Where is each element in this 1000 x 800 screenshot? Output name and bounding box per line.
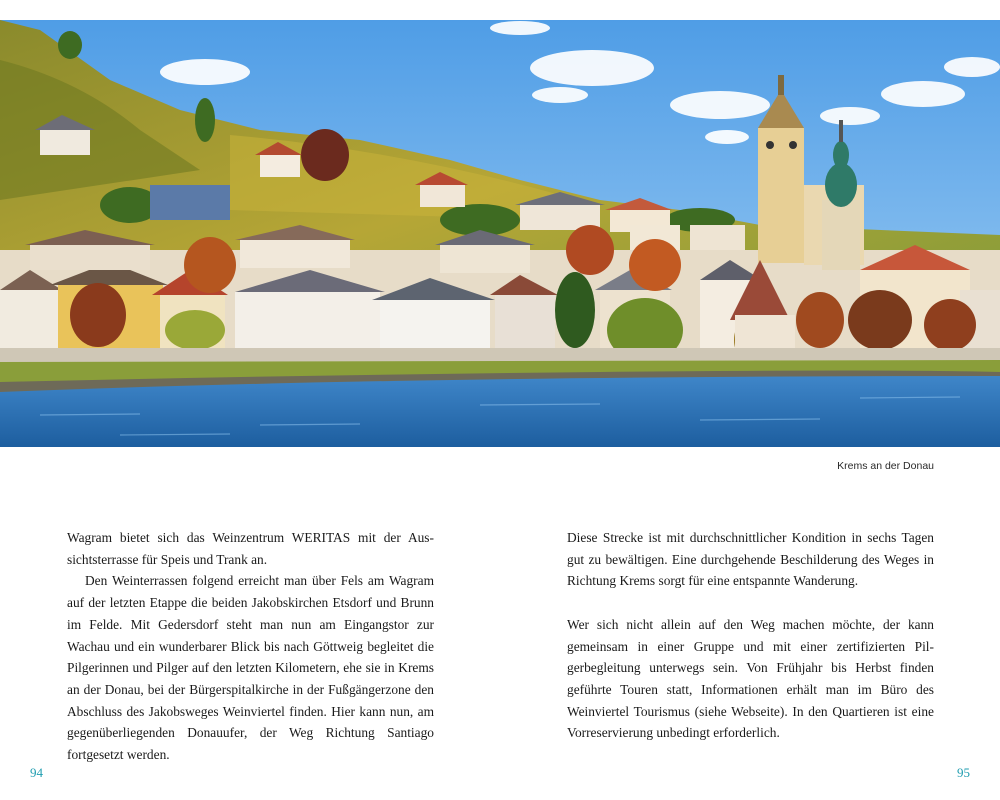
left-paragraph-2: Den Weinterrassen folgend erreicht man über Fels am Wagram auf der letzten Etappe die beiden Jakobskirchen Etsdorf und Brunn im Felde. Mit Gedersdorf steht man nun am Eingangstor zur Wachau und ein wunderbarer Blick bis nach Göttweig begleitet die Pilgerinnen und Pilger auf den letzten Kilometern, ehe sie in Krems an der Donau, bei der Bürgerspitalkirche in der Fußgängerzone den Abschluss des Jakobsweges Weinviertel finden. Hier kann nun, am gegenüberliegenden Donauufer, der Weg Richtung Santiago fortgesetzt werden. bbox=[67, 573, 434, 763]
page-number-left: 94 bbox=[30, 765, 43, 780]
left-paragraph-1: Wagram bietet sich das Weinzentrum WERITAS mit der Aussichtsterrasse für Speis und Trank an. bbox=[67, 530, 434, 567]
right-paragraph-2: Wer sich nicht allein auf den Weg machen möchte, der kann gemeinsam in einer Gruppe und mit einer zertifizierten Pilgerbegleitung unterwegs sein. Von Frühjahr bis Herbst finden geführte Touren statt, Informationen erhält man im Büro des Weinviertel Tourismus (siehe Webseite). In den Quartieren ist eine Vorreservierung unbedingt erforderlich. bbox=[567, 616, 934, 741]
photo-caption: Krems an der Donau bbox=[837, 460, 934, 472]
krems-photo bbox=[0, 20, 1000, 447]
right-paragraph-1: Diese Strecke ist mit durchschnittlicher Kondition in sechs Tagen gut zu bewältigen. Eine durchgehende Beschilderung des Weges in Richtung Krems sorgt für eine entspannte Wanderung. bbox=[567, 530, 934, 589]
left-text-column bbox=[67, 527, 434, 766]
right-text-column bbox=[567, 527, 934, 744]
page-number-right: 95 bbox=[957, 765, 970, 780]
